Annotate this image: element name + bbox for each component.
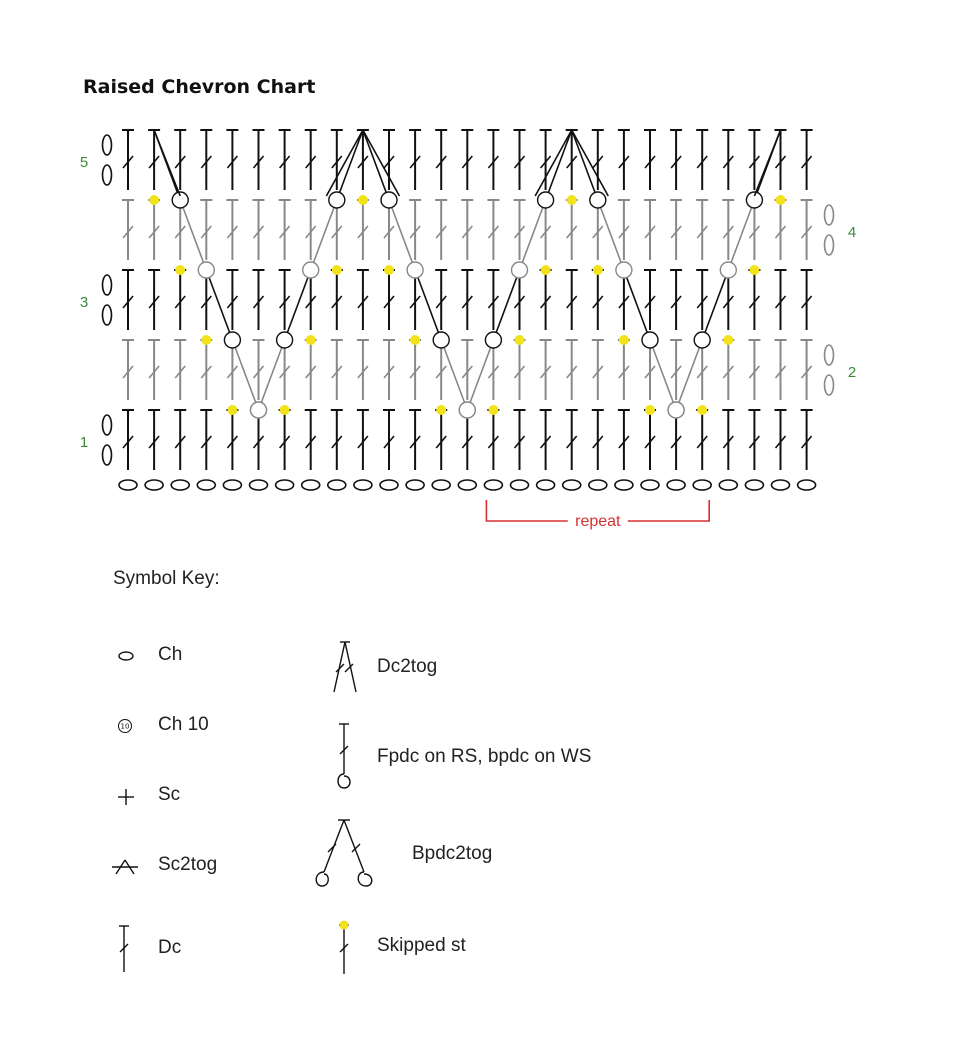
double-crochet-icon [114, 924, 136, 974]
post-stitch-hook [668, 402, 684, 418]
post-stitch-stem [572, 130, 598, 200]
foundation-chain [745, 480, 763, 490]
skipped-stitch-dot [488, 405, 498, 415]
post-stitch-stem [493, 270, 519, 340]
post-stitch-hook [433, 332, 449, 348]
key-label-ch10: Ch 10 [158, 714, 209, 735]
post-stitch-hook [303, 262, 319, 278]
row-number-label: 5 [79, 154, 89, 171]
skipped-stitch-dot [306, 335, 316, 345]
skipped-stitch-dot [149, 195, 159, 205]
foundation-chain [223, 480, 241, 490]
post-stitch-hook [512, 262, 528, 278]
dc2tog-leg [535, 130, 572, 196]
skipped-stitch-dot [645, 405, 655, 415]
foundation-chain [615, 480, 633, 490]
foundation-chain [484, 480, 502, 490]
post-stitch-stem [206, 270, 232, 340]
key-label-sc2tog: Sc2tog [158, 854, 218, 875]
turning-chain [103, 275, 112, 295]
skipped-stitch-dot [619, 335, 629, 345]
post-stitch-hook [407, 262, 423, 278]
skipped-stitch-dot [541, 265, 551, 275]
skipped-stitch-dot [410, 335, 420, 345]
post-stitch-hook [198, 262, 214, 278]
turning-chain [825, 345, 834, 365]
post-stitch-stem [520, 200, 546, 270]
turning-chain [825, 235, 834, 255]
post-stitch-stem [389, 200, 415, 270]
dc2tog-leg [326, 130, 363, 196]
foundation-chain [667, 480, 685, 490]
post-stitch-stem [598, 200, 624, 270]
row-number-label: 2 [847, 364, 857, 381]
dc2tog-leg [363, 130, 400, 196]
turning-chain [103, 305, 112, 325]
chain-10-icon [115, 716, 137, 738]
row-number-label: 3 [79, 294, 89, 311]
post-stitch-stem [363, 130, 389, 200]
foundation-chain [693, 480, 711, 490]
key-label-sc: Sc [158, 784, 181, 805]
foundation-chain [197, 480, 215, 490]
repeat-label: repeat [575, 513, 621, 530]
post-stitch-stem [180, 200, 206, 270]
chart-title: Raised Chevron Chart [83, 76, 316, 98]
foundation-chain [119, 480, 137, 490]
key-label-bpdc2tog: Bpdc2tog [412, 843, 493, 864]
back-post-dc2tog-icon [310, 818, 380, 890]
post-stitch-stem [259, 340, 285, 410]
post-stitch-stem [337, 130, 363, 200]
post-stitch-hook [224, 332, 240, 348]
key-label-dc: Dc [158, 937, 182, 958]
repeat-bracket-right [628, 500, 709, 521]
symbol-key-title: Symbol Key: [113, 568, 220, 589]
skipped-stitch-dot [749, 265, 759, 275]
foundation-chain [589, 480, 607, 490]
post-stitch-hook [381, 192, 397, 208]
dc2tog-icon [330, 640, 360, 694]
foundation-chain [380, 480, 398, 490]
foundation-chain [458, 480, 476, 490]
post-stitch-stem [676, 340, 702, 410]
foundation-chain [563, 480, 581, 490]
post-stitch-stem [728, 200, 754, 270]
skipped-stitch-dot [567, 195, 577, 205]
foundation-chain [719, 480, 737, 490]
row-number-label: 1 [79, 434, 89, 451]
foundation-chain [145, 480, 163, 490]
post-stitch-hook [720, 262, 736, 278]
post-stitch-hook [459, 402, 475, 418]
post-stitch-stem [285, 270, 311, 340]
chain-10-glyph: 10 [120, 722, 130, 731]
skipped-stitch-dot [697, 405, 707, 415]
row-number-label: 4 [847, 224, 857, 241]
skipped-stitch-dot [776, 195, 786, 205]
turning-chain [103, 135, 112, 155]
key-label-skipped: Skipped st [377, 935, 466, 956]
skipped-stitch-dot [227, 405, 237, 415]
skipped-stitch-dot [723, 335, 733, 345]
post-stitch-stem [546, 130, 572, 200]
skipped-stitch-dot [332, 265, 342, 275]
post-stitch-stem [624, 270, 650, 340]
skipped-stitch-dot [436, 405, 446, 415]
sc2tog-icon [110, 856, 140, 878]
foundation-chain [798, 480, 816, 490]
row-2 [122, 340, 813, 400]
turning-chain [825, 205, 834, 225]
foundation-chain [511, 480, 529, 490]
foundation-chain [276, 480, 294, 490]
skipped-stitch-dot [515, 335, 525, 345]
skipped-stitch-dot [175, 265, 185, 275]
post-stitch-stem [702, 270, 728, 340]
foundation-chain [641, 480, 659, 490]
turning-chain [103, 445, 112, 465]
skipped-stitch-dot [201, 335, 211, 345]
front-post-dc-icon [332, 722, 356, 790]
key-label-ch: Ch [158, 644, 183, 665]
turning-chain [103, 165, 112, 185]
foundation-chain [171, 480, 189, 490]
row-4 [122, 200, 813, 260]
key-label-dc2tog: Dc2tog [377, 656, 438, 677]
key-label-fpdc: Fpdc on RS, bpdc on WS [377, 746, 592, 767]
post-stitch-hook [277, 332, 293, 348]
foundation-chain [432, 480, 450, 490]
post-stitch-stem [311, 200, 337, 270]
turning-chain [103, 415, 112, 435]
post-stitch-hook [590, 192, 606, 208]
dc2tog-leg [754, 130, 780, 196]
post-stitch-hook [642, 332, 658, 348]
skipped-stitch-icon [334, 918, 356, 976]
chain-icon [115, 648, 137, 664]
post-stitch-stem [415, 270, 441, 340]
post-stitch-stem [467, 340, 493, 410]
foundation-chain [250, 480, 268, 490]
row-5 [122, 130, 813, 190]
post-stitch-hook [616, 262, 632, 278]
row-1 [122, 410, 813, 470]
single-crochet-icon [115, 786, 137, 808]
foundation-chain [354, 480, 372, 490]
post-stitch-stem [232, 340, 258, 410]
dc2tog-leg [154, 130, 180, 196]
post-stitch-hook [251, 402, 267, 418]
post-stitch-hook [329, 192, 345, 208]
foundation-chain [302, 480, 320, 490]
foundation-chain [537, 480, 555, 490]
skipped-stitch-dot [280, 405, 290, 415]
foundation-chain [772, 480, 790, 490]
dc2tog-leg [572, 130, 609, 196]
post-stitch-stem [441, 340, 467, 410]
foundation-chain [406, 480, 424, 490]
skipped-stitch-dot [384, 265, 394, 275]
foundation-chain [328, 480, 346, 490]
turning-chain [825, 375, 834, 395]
skipped-stitch-dot [593, 265, 603, 275]
post-stitch-hook [485, 332, 501, 348]
repeat-bracket-left [486, 500, 567, 521]
post-stitch-stem [650, 340, 676, 410]
skipped-stitch-dot [358, 195, 368, 205]
post-stitch-hook [694, 332, 710, 348]
post-stitch-hook [538, 192, 554, 208]
